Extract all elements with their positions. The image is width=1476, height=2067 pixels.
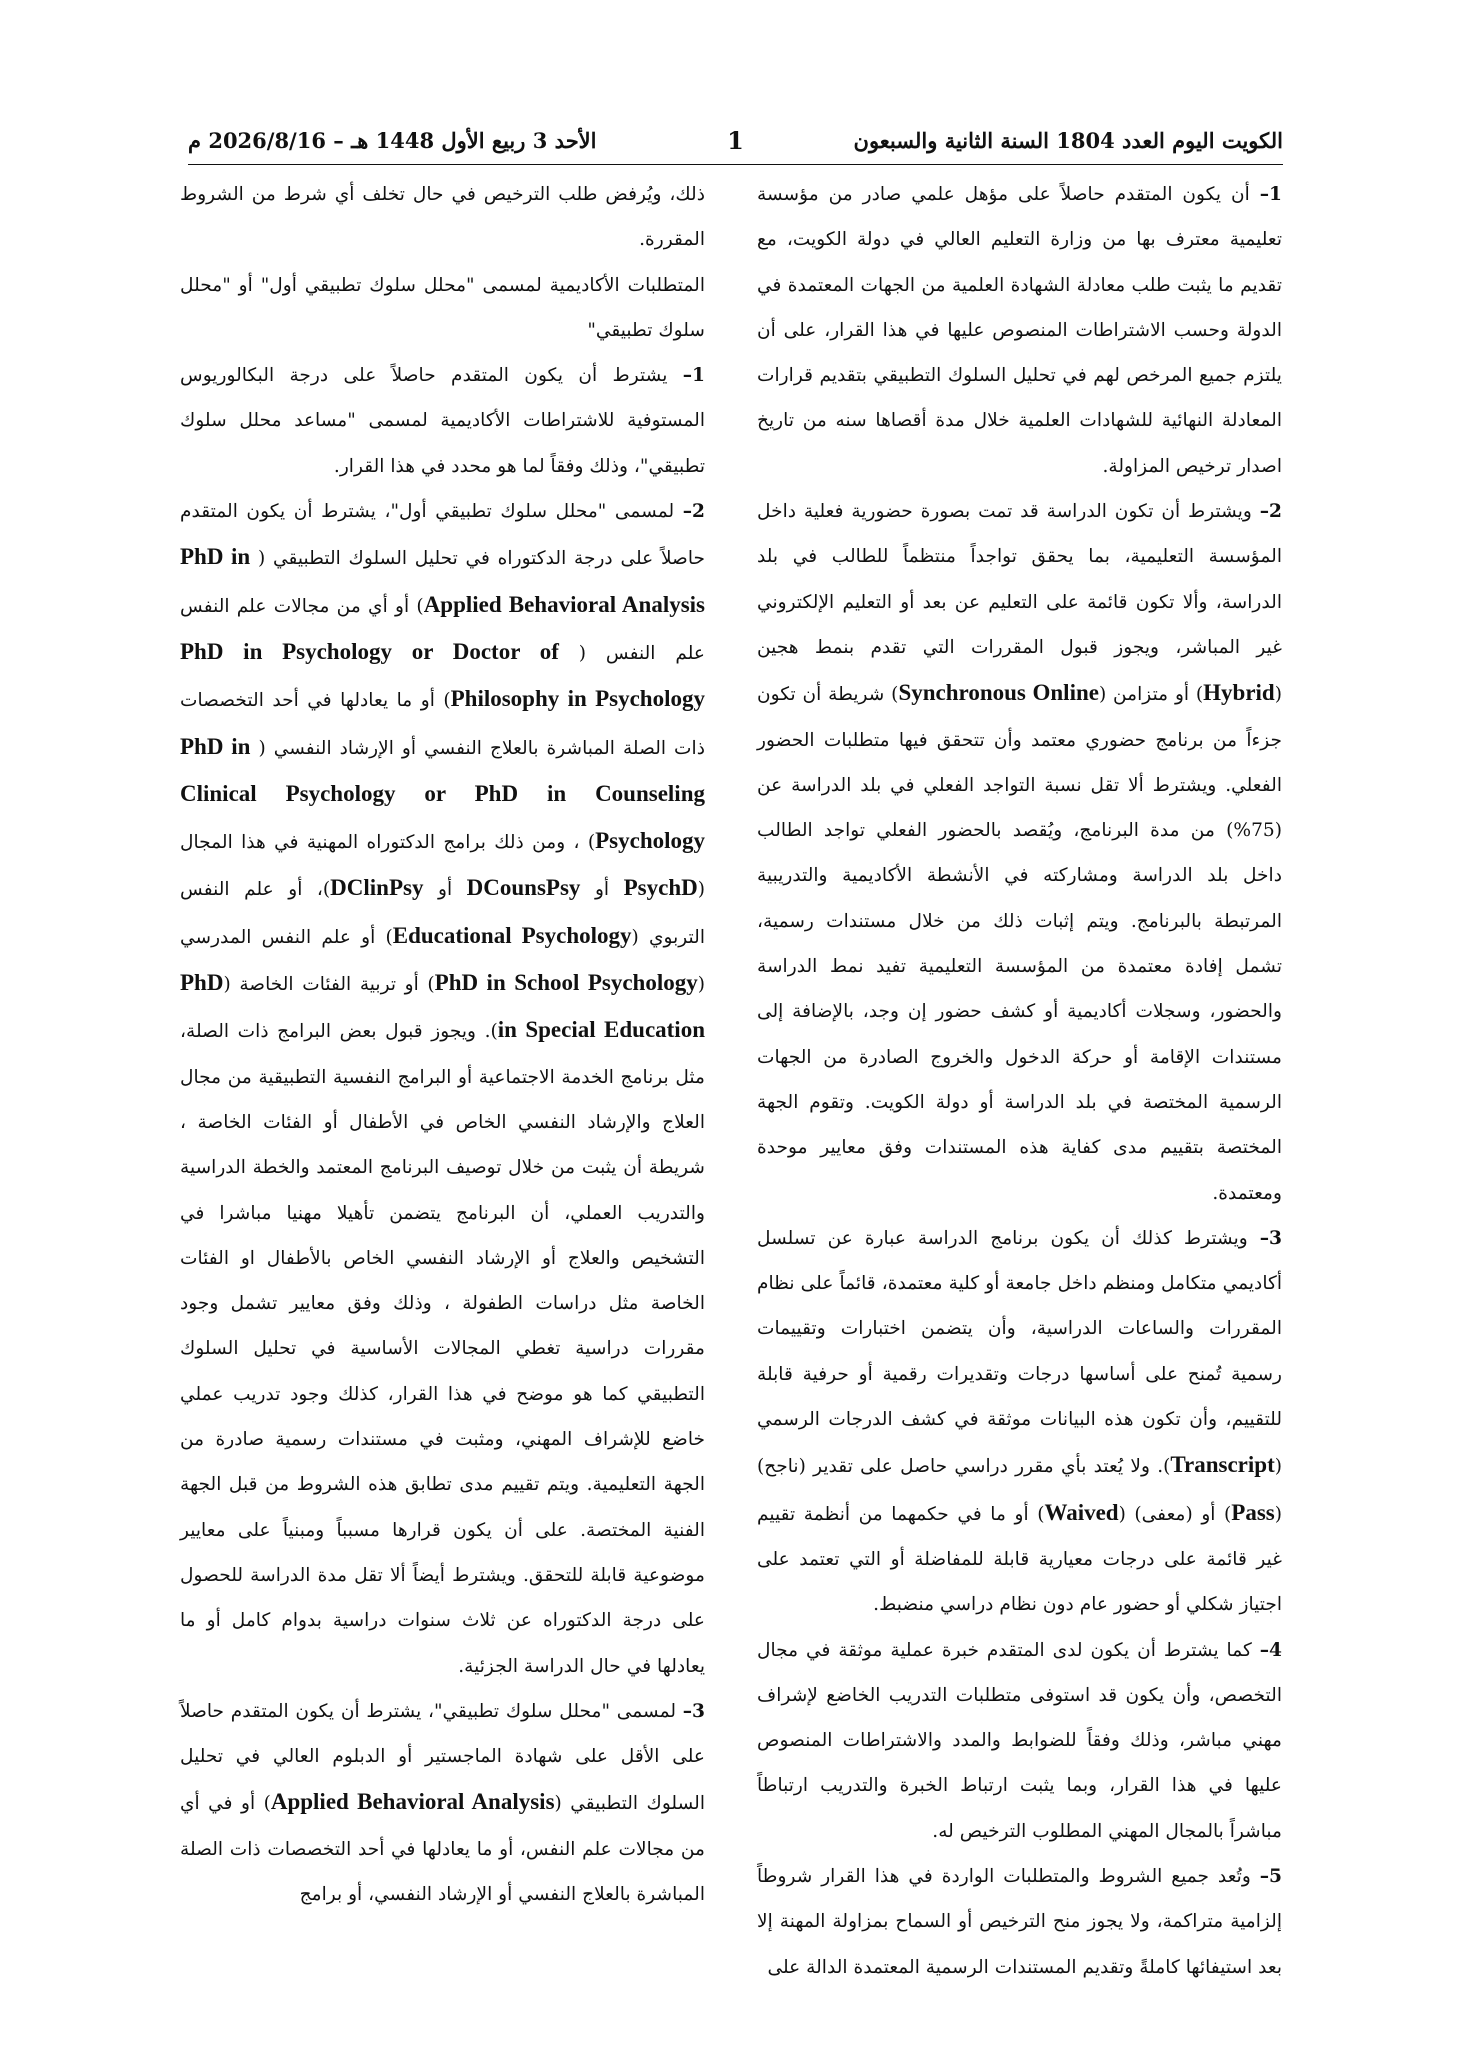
paragraph-text: لمسمى "محلل سلوك تطبيقي"، يشترط أن يكون المتقدم حاصلاً على الأقل على شهادة الماجستير أو الدبلوم العالي في تحليل السلوك التطبيقي (Applied Behavioral Analysis) أو في أي من مجالات علم النفس، أو ما يعادلها في أحد التخصصات ذات الصلة المباشرة بالعلاج النفسي أو الإرشاد النفسي، أو برامج: [180, 1700, 705, 1905]
header-date: الأحد 3 ربيع الأول 1448 هـ – 2026/8/16 م: [188, 127, 597, 153]
paragraph-text: ويشترط أن تكون الدراسة قد تمت بصورة حضورية فعلية داخل المؤسسة التعليمية، بما يحقق تواجداً منتظماً للطالب في بلد الدراسة، وألا تكون قائمة على التعليم عن بعد أو التعليم الإلكتروني غير المباشر، ويجوز قبول المقررات التي تقدم بنمط هجين (Hybrid) أو متزامن (Synchronous Online) شريطة أن تكون جزءاً من برنامج حضوري معتمد وأن تتحقق فيها متطلبات الحضور الفعلي. ويشترط ألا تقل نسبة التواجد الفعلي في بلد الدراسة عن (75%) من مدة البرنامج، ويُقصد بالحضور الفعلي تواجد الطالب داخل بلد الدراسة ومشاركته في الأنشطة الأكاديمية والتدريبية المرتبطة بالبرنامج. ويتم إثبات ذلك من خلال مستندات رسمية، تشمل إفادة معتمدة من المؤسسة التعليمية تفيد نمط الدراسة والحضور، وسجلات أكاديمية أو كشف حضور إن وجد، بالإضافة إلى مستندات الإقامة أو حركة الدخول والخروج الصادرة من الجهات الرسمية المختصة في بلد الدراسة أو دولة الكويت. وتقوم الجهة المختصة بتقييم مدى كفاية هذه المستندات وفق معايير موحدة ومعتمدة.: [757, 501, 1282, 1204]
right-column: [757, 172, 1282, 1990]
paragraph: [180, 172, 705, 263]
page-header: [188, 118, 1283, 162]
paragraph-text: يشترط أن يكون المتقدم حاصلاً على درجة البكالوريوس المستوفية للاشتراطات الأكاديمية لمسمى "مساعد محلل سلوك تطبيقي"، وذلك وفقاً لما هو محدد في هذا القرار.: [180, 365, 705, 477]
paragraph-text: أن يكون المتقدم حاصلاً على مؤهل علمي صادر من مؤسسة تعليمية معترف بها من وزارة التعليم العالي في دولة الكويت، مع تقديم ما يثبت طلب معادلة الشهادة العلمية من الجهات المعتمدة في الدولة وحسب الاشتراطات المنصوص عليها في هذا القرار، على أن يلتزم جميع المرخص لهم في تحليل السلوك التطبيقي بتقديم قرارات المعادلة النهائية للشهادات العلمية خلال مدة أقصاها سنه من تاريخ اصدار ترخيص المزاولة.: [757, 184, 1282, 477]
paragraph-text: لمسمى "محلل سلوك تطبيقي أول"، يشترط أن يكون المتقدم حاصلاً على درجة الدكتوراه في تحليل السلوك التطبيقي ( PhD in Applied Behavioral Analysis) أو أي من مجالات علم النفس علم النفس ( PhD in Psychology or Doctor of Philosophy in Psychology) أو ما يعادلها في أحد التخصصات ذات الصلة المباشرة بالعلاج النفسي أو الإرشاد النفسي ( PhD in Clinical Psychology or PhD in Counseling Psychology) ، ومن ذلك برامج الدكتوراه المهنية في هذا المجال (PsychD أو DCounsPsy أو DClinPsy)، أو علم النفس التربوي (Educational Psychology) أو علم النفس المدرسي (PhD in School Psychology) أو تربية الفئات الخاصة (PhD in Special Education). ويجوز قبول بعض البرامج ذات الصلة، مثل برنامج الخدمة الاجتماعية أو البرامج النفسية التطبيقية من مجال العلاج والإرشاد النفسي الخاص في الأطفال أو الفئات الخاصة ، شريطة أن يثبت من خلال توصيف البرنامج المعتمد والخطة الدراسية والتدريب العملي، أن البرنامج يتضمن تأهيلا مهنيا مباشرا في التشخيص والعلاج أو الإرشاد النفسي الخاص بالأطفال او الفئات الخاصة مثل دراسات الطفولة ، وذلك وفق معايير تشمل وجود مقررات دراسية تغطي المجالات الأساسية في تحليل السلوك التطبيقي كما هو موضح في هذا القرار، كذلك وجود تدريب عملي خاضع للإشراف المهني، ومثبت في مستندات رسمية صادرة من الجهة التعليمية. ويتم تقييم مدى تطابق هذه الشروط من قبل الجهة الفنية المختصة. على أن يكون قرارها مسبباً ومبنياً على معايير موضوعية قابلة للتحقق. ويشترط أيضاً ألا تقل مدة الدراسة للحصول على درجة الدكتوراه عن ثلاث سنوات دراسية بدوام كامل أو ما يعادلها في حال الدراسة الجزئية.: [180, 501, 706, 1677]
header-divider: [188, 164, 1283, 165]
left-column: [180, 172, 705, 1917]
paragraph-text: ذلك، ويُرفض طلب الترخيص في حال تخلف أي شرط من الشروط المقررة.: [180, 184, 705, 251]
paragraph: 2– ويشترط أن تكون الدراسة قد تمت بصورة حضورية فعلية داخل المؤسسة التعليمية، بما يحقق تواجداً منتظماً للطالب في بلد الدراسة، وألا تكون قائمة على التعليم عن بعد أو التعليم الإلكتروني غير المباشر، ويجوز قبول المقررات التي تقدم بنمط هجين (Hybrid) أو متزامن (Synchronous Online) شريطة أن تكون جزءاً من برنامج حضوري معتمد وأن تتحقق فيها متطلبات الحضور الفعلي. ويشترط ألا تقل نسبة التواجد الفعلي في بلد الدراسة عن (75%) من مدة البرنامج، ويُقصد بالحضور الفعلي تواجد الطالب داخل بلد الدراسة ومشاركته في الأنشطة الأكاديمية والتدريبية المرتبطة بالبرنامج. ويتم إثبات ذلك من خلال مستندات رسمية، تشمل إفادة معتمدة من المؤسسة التعليمية تفيد نمط الدراسة والحضور، وسجلات أكاديمية أو كشف حضور إن وجد، بالإضافة إلى مستندات الإقامة أو حركة الدخول والخروج الصادرة من الجهات الرسمية المختصة في بلد الدراسة أو دولة الكويت. وتقوم الجهة المختصة بتقييم مدى كفاية هذه المستندات وفق معايير موحدة ومعتمدة.: [757, 501, 1282, 1204]
section-heading: [180, 263, 705, 354]
paragraph: 1– يشترط أن يكون المتقدم حاصلاً على درجة البكالوريوس المستوفية للاشتراطات الأكاديمية لمسمى "مساعد محلل سلوك تطبيقي"، وذلك وفقاً لما هو محدد في هذا القرار.: [180, 365, 705, 477]
paragraph: 2– لمسمى "محلل سلوك تطبيقي أول"، يشترط أن يكون المتقدم حاصلاً على درجة الدكتوراه في تحليل السلوك التطبيقي ( PhD in Applied Behavioral Analysis) أو أي من مجالات علم النفس علم النفس ( PhD in Psychology or Doctor of Philosophy in Psychology) أو ما يعادلها في أحد التخصصات ذات الصلة المباشرة بالعلاج النفسي أو الإرشاد النفسي ( PhD in Clinical Psychology or PhD in Counseling Psychology) ، ومن ذلك برامج الدكتوراه المهنية في هذا المجال (PsychD أو DCounsPsy أو DClinPsy)، أو علم النفس التربوي (Educational Psychology) أو علم النفس المدرسي (PhD in School Psychology) أو تربية الفئات الخاصة (PhD in Special Education). ويجوز قبول بعض البرامج ذات الصلة، مثل برنامج الخدمة الاجتماعية أو البرامج النفسية التطبيقية من مجال العلاج والإرشاد النفسي الخاص في الأطفال أو الفئات الخاصة ، شريطة أن يثبت من خلال توصيف البرنامج المعتمد والخطة الدراسية والتدريب العملي، أن البرنامج يتضمن تأهيلا مهنيا مباشرا في التشخيص والعلاج أو الإرشاد النفسي الخاص بالأطفال او الفئات الخاصة مثل دراسات الطفولة ، وذلك وفق معايير تشمل وجود مقررات دراسية تغطي المجالات الأساسية في تحليل السلوك التطبيقي كما هو موضح في هذا القرار، كذلك وجود تدريب عملي خاضع للإشراف المهني، ومثبت في مستندات رسمية صادرة من الجهة التعليمية. ويتم تقييم مدى تطابق هذه الشروط من قبل الجهة الفنية المختصة. على أن يكون قرارها مسبباً ومبنياً على معايير موضوعية قابلة للتحقق. ويشترط أيضاً ألا تقل مدة الدراسة للحصول على درجة الدكتوراه عن ثلاث سنوات دراسية بدوام كامل أو ما يعادلها في حال الدراسة الجزئية.: [180, 501, 706, 1677]
paragraph: 4– كما يشترط أن يكون لدى المتقدم خبرة عملية موثقة في مجال التخصص، وأن يكون قد استوفى متطلبات التدريب الخاضع لإشراف مهني مباشر، وذلك وفقاً للضوابط والمدد والاشتراطات المنصوص عليها في هذا القرار، وبما يثبت ارتباط الخبرة والتدريب ارتباطاً مباشراً بالمجال المهني المطلوب الترخيص له.: [757, 1639, 1282, 1842]
paragraph: 5– وتُعد جميع الشروط والمتطلبات الواردة في هذا القرار شروطاً إلزامية متراكمة، ولا يجوز منح الترخيص أو السماح بمزاولة المهنة إلا بعد استيفائها كاملةً وتقديم المستندات الرسمية المعتمدة الدالة على: [757, 1865, 1282, 1978]
paragraph-text: المتطلبات الأكاديمية لمسمى "محلل سلوك تطبيقي أول" أو "محلل سلوك تطبيقي": [180, 274, 705, 341]
header-issue-info: الكويت اليوم العدد 1804 السنة الثانية والسبعون: [853, 127, 1283, 153]
paragraph-text: كما يشترط أن يكون لدى المتقدم خبرة عملية موثقة في مجال التخصص، وأن يكون قد استوفى متطلبات التدريب الخاضع لإشراف مهني مباشر، وذلك وفقاً للضوابط والمدد والاشتراطات المنصوص عليها في هذا القرار، وبما يثبت ارتباط الخبرة والتدريب ارتباطاً مباشراً بالمجال المهني المطلوب الترخيص له.: [757, 1639, 1282, 1842]
paragraph: 1– أن يكون المتقدم حاصلاً على مؤهل علمي صادر من مؤسسة تعليمية معترف بها من وزارة التعليم العالي في دولة الكويت، مع تقديم ما يثبت طلب معادلة الشهادة العلمية من الجهات المعتمدة في الدولة وحسب الاشتراطات المنصوص عليها في هذا القرار، على أن يلتزم جميع المرخص لهم في تحليل السلوك التطبيقي بتقديم قرارات المعادلة النهائية للشهادات العلمية خلال مدة أقصاها سنه من تاريخ اصدار ترخيص المزاولة.: [757, 184, 1282, 477]
paragraph-text: وتُعد جميع الشروط والمتطلبات الواردة في هذا القرار شروطاً إلزامية متراكمة، ولا يجوز منح الترخيص أو السماح بمزاولة المهنة إلا بعد استيفائها كاملةً وتقديم المستندات الرسمية المعتمدة الدالة على: [757, 1865, 1282, 1978]
paragraph: 3– لمسمى "محلل سلوك تطبيقي"، يشترط أن يكون المتقدم حاصلاً على الأقل على شهادة الماجستير أو الدبلوم العالي في تحليل السلوك التطبيقي (Applied Behavioral Analysis) أو في أي من مجالات علم النفس، أو ما يعادلها في أحد التخصصات ذات الصلة المباشرة بالعلاج النفسي أو الإرشاد النفسي، أو برامج: [180, 1700, 705, 1905]
paragraph-text: ويشترط كذلك أن يكون برنامج الدراسة عبارة عن تسلسل أكاديمي متكامل ومنظم داخل جامعة أو كلية معتمدة، قائماً على نظام المقررات والساعات الدراسية، وأن يتضمن اختبارات وتقييمات رسمية تُمنح على أساسها درجات وتقديرات رقمية أو حرفية قابلة للتقييم، وأن تكون هذه البيانات موثقة في كشف الدرجات الرسمي (Transcript). ولا يُعتد بأي مقرر دراسي حاصل على تقدير (ناجح) (Pass) أو (معفى) (Waived) أو ما في حكمهما من أنظمة تقييم غير قائمة على درجات معيارية قابلة للمفاضلة أو التي تعتمد على اجتياز شكلي أو حضور عام دون نظام دراسي منضبط.: [757, 1227, 1282, 1616]
page-number: 1: [727, 125, 744, 155]
paragraph: 3– ويشترط كذلك أن يكون برنامج الدراسة عبارة عن تسلسل أكاديمي متكامل ومنظم داخل جامعة أو كلية معتمدة، قائماً على نظام المقررات والساعات الدراسية، وأن يتضمن اختبارات وتقييمات رسمية تُمنح على أساسها درجات وتقديرات رقمية أو حرفية قابلة للتقييم، وأن تكون هذه البيانات موثقة في كشف الدرجات الرسمي (Transcript). ولا يُعتد بأي مقرر دراسي حاصل على تقدير (ناجح) (Pass) أو (معفى) (Waived) أو ما في حكمهما من أنظمة تقييم غير قائمة على درجات معيارية قابلة للمفاضلة أو التي تعتمد على اجتياز شكلي أو حضور عام دون نظام دراسي منضبط.: [757, 1227, 1282, 1616]
